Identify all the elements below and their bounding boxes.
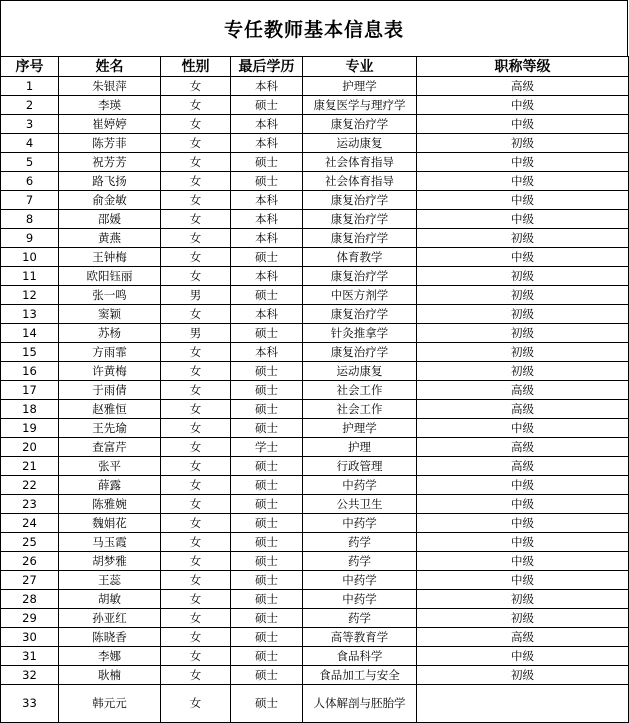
cell-no: 20 bbox=[1, 438, 59, 457]
cell-major: 运动康复 bbox=[303, 134, 417, 153]
table-row bbox=[1, 552, 629, 571]
cell-name: 赵雅恒 bbox=[59, 400, 161, 419]
cell-education: 硕士 bbox=[231, 552, 303, 571]
cell-major: 中医方剂学 bbox=[303, 286, 417, 305]
cell-name: 崔婷婷 bbox=[59, 115, 161, 134]
table-row bbox=[1, 628, 629, 647]
cell-name: 欧阳钰丽 bbox=[59, 267, 161, 286]
cell-major: 中药学 bbox=[303, 590, 417, 609]
cell-sex: 女 bbox=[161, 153, 231, 172]
table-row bbox=[1, 172, 629, 191]
table-row bbox=[1, 514, 629, 533]
cell-no: 6 bbox=[1, 172, 59, 191]
cell-title: 初级 bbox=[417, 666, 629, 685]
cell-name: 路飞扬 bbox=[59, 172, 161, 191]
cell-major: 社会工作 bbox=[303, 400, 417, 419]
sheet-title: 专任教师基本信息表 bbox=[0, 0, 628, 56]
cell-education: 硕士 bbox=[231, 514, 303, 533]
cell-no: 29 bbox=[1, 609, 59, 628]
cell-sex: 女 bbox=[161, 381, 231, 400]
cell-major: 社会体育指导 bbox=[303, 172, 417, 191]
table-row bbox=[1, 533, 629, 552]
cell-name: 胡敏 bbox=[59, 590, 161, 609]
cell-name: 耿楠 bbox=[59, 666, 161, 685]
cell-education: 硕士 bbox=[231, 324, 303, 343]
cell-name: 胡梦雅 bbox=[59, 552, 161, 571]
cell-title: 中级 bbox=[417, 514, 629, 533]
cell-name: 李娜 bbox=[59, 647, 161, 666]
cell-no: 26 bbox=[1, 552, 59, 571]
cell-education: 硕士 bbox=[231, 495, 303, 514]
cell-education: 本科 bbox=[231, 115, 303, 134]
cell-education: 本科 bbox=[231, 134, 303, 153]
cell-name: 查富芹 bbox=[59, 438, 161, 457]
cell-sex: 女 bbox=[161, 134, 231, 153]
cell-sex: 女 bbox=[161, 533, 231, 552]
table-row bbox=[1, 77, 629, 96]
cell-title: 初级 bbox=[417, 267, 629, 286]
cell-name: 王钟梅 bbox=[59, 248, 161, 267]
cell-no: 7 bbox=[1, 191, 59, 210]
cell-title: 初级 bbox=[417, 134, 629, 153]
cell-education: 硕士 bbox=[231, 286, 303, 305]
cell-title: 中级 bbox=[417, 96, 629, 115]
cell-major: 行政管理 bbox=[303, 457, 417, 476]
cell-major: 中药学 bbox=[303, 571, 417, 590]
cell-education: 硕士 bbox=[231, 609, 303, 628]
cell-major: 高等教育学 bbox=[303, 628, 417, 647]
table-body bbox=[1, 77, 629, 723]
cell-no: 22 bbox=[1, 476, 59, 495]
cell-no: 11 bbox=[1, 267, 59, 286]
cell-no: 5 bbox=[1, 153, 59, 172]
cell-no: 24 bbox=[1, 514, 59, 533]
cell-no: 30 bbox=[1, 628, 59, 647]
cell-title: 高级 bbox=[417, 438, 629, 457]
table-row bbox=[1, 476, 629, 495]
cell-major: 体育教学 bbox=[303, 248, 417, 267]
cell-name: 朱银萍 bbox=[59, 77, 161, 96]
cell-sex: 女 bbox=[161, 115, 231, 134]
cell-major: 公共卫生 bbox=[303, 495, 417, 514]
cell-sex: 女 bbox=[161, 476, 231, 495]
table-row bbox=[1, 685, 629, 723]
cell-education: 硕士 bbox=[231, 476, 303, 495]
cell-title: 中级 bbox=[417, 191, 629, 210]
table-row bbox=[1, 115, 629, 134]
cell-no: 18 bbox=[1, 400, 59, 419]
table-row bbox=[1, 666, 629, 685]
cell-no: 25 bbox=[1, 533, 59, 552]
cell-education: 硕士 bbox=[231, 666, 303, 685]
table-row bbox=[1, 153, 629, 172]
cell-no: 2 bbox=[1, 96, 59, 115]
cell-title: 中级 bbox=[417, 552, 629, 571]
cell-sex: 女 bbox=[161, 419, 231, 438]
cell-sex: 女 bbox=[161, 96, 231, 115]
cell-no: 8 bbox=[1, 210, 59, 229]
cell-name: 于雨倩 bbox=[59, 381, 161, 400]
cell-sex: 女 bbox=[161, 571, 231, 590]
cell-major: 康复治疗学 bbox=[303, 210, 417, 229]
cell-major: 护理 bbox=[303, 438, 417, 457]
cell-sex: 女 bbox=[161, 362, 231, 381]
cell-title: 中级 bbox=[417, 647, 629, 666]
cell-education: 硕士 bbox=[231, 381, 303, 400]
cell-name: 薛露 bbox=[59, 476, 161, 495]
cell-no: 14 bbox=[1, 324, 59, 343]
cell-major: 食品加工与安全 bbox=[303, 666, 417, 685]
cell-major: 中药学 bbox=[303, 514, 417, 533]
cell-major: 康复医学与理疗学 bbox=[303, 96, 417, 115]
cell-major: 药学 bbox=[303, 552, 417, 571]
table-row bbox=[1, 590, 629, 609]
cell-education: 硕士 bbox=[231, 248, 303, 267]
cell-title: 初级 bbox=[417, 286, 629, 305]
cell-no: 12 bbox=[1, 286, 59, 305]
cell-sex: 女 bbox=[161, 343, 231, 362]
cell-title: 高级 bbox=[417, 457, 629, 476]
header-no: 序号 bbox=[1, 57, 59, 77]
cell-name: 李瑛 bbox=[59, 96, 161, 115]
cell-name: 苏杨 bbox=[59, 324, 161, 343]
table-row bbox=[1, 267, 629, 286]
header-name: 姓名 bbox=[59, 57, 161, 77]
table-row bbox=[1, 495, 629, 514]
cell-title: 初级 bbox=[417, 305, 629, 324]
cell-sex: 女 bbox=[161, 685, 231, 723]
table-row bbox=[1, 571, 629, 590]
table-row bbox=[1, 229, 629, 248]
cell-no: 4 bbox=[1, 134, 59, 153]
cell-no: 21 bbox=[1, 457, 59, 476]
cell-education: 硕士 bbox=[231, 400, 303, 419]
table-row bbox=[1, 609, 629, 628]
cell-sex: 女 bbox=[161, 191, 231, 210]
cell-name: 王蕊 bbox=[59, 571, 161, 590]
cell-education: 本科 bbox=[231, 229, 303, 248]
cell-title: 中级 bbox=[417, 476, 629, 495]
cell-major: 食品科学 bbox=[303, 647, 417, 666]
cell-no: 3 bbox=[1, 115, 59, 134]
cell-sex: 女 bbox=[161, 172, 231, 191]
cell-title: 中级 bbox=[417, 172, 629, 191]
cell-name: 马玉霞 bbox=[59, 533, 161, 552]
cell-no: 28 bbox=[1, 590, 59, 609]
cell-sex: 男 bbox=[161, 286, 231, 305]
cell-education: 硕士 bbox=[231, 533, 303, 552]
cell-name: 孙亚红 bbox=[59, 609, 161, 628]
cell-no: 16 bbox=[1, 362, 59, 381]
cell-education: 本科 bbox=[231, 305, 303, 324]
cell-sex: 女 bbox=[161, 647, 231, 666]
table-row bbox=[1, 400, 629, 419]
cell-name: 陈芳菲 bbox=[59, 134, 161, 153]
header-sex: 性别 bbox=[161, 57, 231, 77]
cell-sex: 女 bbox=[161, 552, 231, 571]
cell-title: 高级 bbox=[417, 400, 629, 419]
cell-education: 硕士 bbox=[231, 172, 303, 191]
cell-title: 初级 bbox=[417, 343, 629, 362]
cell-no: 10 bbox=[1, 248, 59, 267]
cell-title: 高级 bbox=[417, 628, 629, 647]
cell-major: 药学 bbox=[303, 609, 417, 628]
table-row bbox=[1, 362, 629, 381]
cell-sex: 女 bbox=[161, 628, 231, 647]
cell-major: 社会体育指导 bbox=[303, 153, 417, 172]
cell-sex: 女 bbox=[161, 400, 231, 419]
cell-sex: 女 bbox=[161, 77, 231, 96]
cell-name: 陈晓香 bbox=[59, 628, 161, 647]
table-row bbox=[1, 210, 629, 229]
table-row bbox=[1, 286, 629, 305]
cell-title: 中级 bbox=[417, 248, 629, 267]
cell-title: 高级 bbox=[417, 381, 629, 400]
cell-title: 初级 bbox=[417, 590, 629, 609]
cell-major: 人体解剖与胚胎学 bbox=[303, 685, 417, 723]
table-row bbox=[1, 343, 629, 362]
cell-major: 康复治疗学 bbox=[303, 191, 417, 210]
cell-name: 俞金敏 bbox=[59, 191, 161, 210]
cell-no: 33 bbox=[1, 685, 59, 723]
cell-title: 中级 bbox=[417, 210, 629, 229]
cell-no: 19 bbox=[1, 419, 59, 438]
cell-name: 陈雅婉 bbox=[59, 495, 161, 514]
cell-education: 本科 bbox=[231, 77, 303, 96]
cell-education: 硕士 bbox=[231, 419, 303, 438]
cell-major: 康复治疗学 bbox=[303, 115, 417, 134]
cell-title: 初级 bbox=[417, 324, 629, 343]
cell-education: 本科 bbox=[231, 210, 303, 229]
cell-major: 针灸推拿学 bbox=[303, 324, 417, 343]
table-row bbox=[1, 381, 629, 400]
table-row bbox=[1, 457, 629, 476]
cell-education: 硕士 bbox=[231, 153, 303, 172]
cell-education: 硕士 bbox=[231, 590, 303, 609]
table-row bbox=[1, 324, 629, 343]
cell-sex: 女 bbox=[161, 590, 231, 609]
table-row bbox=[1, 419, 629, 438]
cell-title: 初级 bbox=[417, 362, 629, 381]
cell-education: 硕士 bbox=[231, 457, 303, 476]
cell-education: 硕士 bbox=[231, 628, 303, 647]
cell-sex: 女 bbox=[161, 438, 231, 457]
cell-name: 张一鸣 bbox=[59, 286, 161, 305]
cell-education: 硕士 bbox=[231, 96, 303, 115]
cell-title: 中级 bbox=[417, 533, 629, 552]
cell-sex: 男 bbox=[161, 324, 231, 343]
cell-title: 高级 bbox=[417, 77, 629, 96]
table-row bbox=[1, 438, 629, 457]
cell-no: 27 bbox=[1, 571, 59, 590]
cell-no: 13 bbox=[1, 305, 59, 324]
cell-major: 康复治疗学 bbox=[303, 305, 417, 324]
cell-sex: 女 bbox=[161, 210, 231, 229]
table-row bbox=[1, 134, 629, 153]
cell-sex: 女 bbox=[161, 495, 231, 514]
cell-no: 15 bbox=[1, 343, 59, 362]
cell-education: 硕士 bbox=[231, 685, 303, 723]
cell-name: 祝芳芳 bbox=[59, 153, 161, 172]
cell-name: 张平 bbox=[59, 457, 161, 476]
table-row bbox=[1, 647, 629, 666]
cell-education: 硕士 bbox=[231, 571, 303, 590]
cell-major: 社会工作 bbox=[303, 381, 417, 400]
cell-name: 黄燕 bbox=[59, 229, 161, 248]
cell-name: 方雨霏 bbox=[59, 343, 161, 362]
cell-name: 王先瑜 bbox=[59, 419, 161, 438]
header-education: 最后学历 bbox=[231, 57, 303, 77]
cell-sex: 女 bbox=[161, 514, 231, 533]
table-row bbox=[1, 248, 629, 267]
table-row bbox=[1, 96, 629, 115]
cell-no: 32 bbox=[1, 666, 59, 685]
cell-sex: 女 bbox=[161, 305, 231, 324]
cell-name: 邵媛 bbox=[59, 210, 161, 229]
cell-title: 中级 bbox=[417, 153, 629, 172]
cell-no: 9 bbox=[1, 229, 59, 248]
cell-title: 中级 bbox=[417, 571, 629, 590]
cell-major: 康复治疗学 bbox=[303, 267, 417, 286]
table-row bbox=[1, 305, 629, 324]
cell-sex: 女 bbox=[161, 248, 231, 267]
cell-major: 康复治疗学 bbox=[303, 229, 417, 248]
cell-major: 运动康复 bbox=[303, 362, 417, 381]
cell-title: 中级 bbox=[417, 419, 629, 438]
cell-name: 魏娟花 bbox=[59, 514, 161, 533]
cell-education: 本科 bbox=[231, 343, 303, 362]
cell-no: 17 bbox=[1, 381, 59, 400]
cell-sex: 女 bbox=[161, 666, 231, 685]
cell-education: 本科 bbox=[231, 267, 303, 286]
teacher-info-table bbox=[0, 56, 629, 723]
table-row bbox=[1, 191, 629, 210]
cell-sex: 女 bbox=[161, 457, 231, 476]
cell-name: 窦颖 bbox=[59, 305, 161, 324]
cell-sex: 女 bbox=[161, 229, 231, 248]
cell-major: 药学 bbox=[303, 533, 417, 552]
cell-name: 许黄梅 bbox=[59, 362, 161, 381]
cell-title bbox=[417, 685, 629, 723]
cell-education: 硕士 bbox=[231, 362, 303, 381]
cell-no: 31 bbox=[1, 647, 59, 666]
cell-major: 康复治疗学 bbox=[303, 343, 417, 362]
cell-name: 韩元元 bbox=[59, 685, 161, 723]
cell-sex: 女 bbox=[161, 609, 231, 628]
cell-no: 23 bbox=[1, 495, 59, 514]
cell-title: 中级 bbox=[417, 495, 629, 514]
header-major: 专业 bbox=[303, 57, 417, 77]
cell-major: 中药学 bbox=[303, 476, 417, 495]
cell-title: 初级 bbox=[417, 229, 629, 248]
cell-education: 本科 bbox=[231, 191, 303, 210]
cell-education: 硕士 bbox=[231, 647, 303, 666]
cell-title: 中级 bbox=[417, 115, 629, 134]
cell-no: 1 bbox=[1, 77, 59, 96]
cell-major: 护理学 bbox=[303, 77, 417, 96]
header-title: 职称等级 bbox=[417, 57, 629, 77]
cell-sex: 女 bbox=[161, 267, 231, 286]
cell-major: 护理学 bbox=[303, 419, 417, 438]
cell-title: 初级 bbox=[417, 609, 629, 628]
header-row bbox=[1, 57, 629, 77]
cell-education: 学士 bbox=[231, 438, 303, 457]
